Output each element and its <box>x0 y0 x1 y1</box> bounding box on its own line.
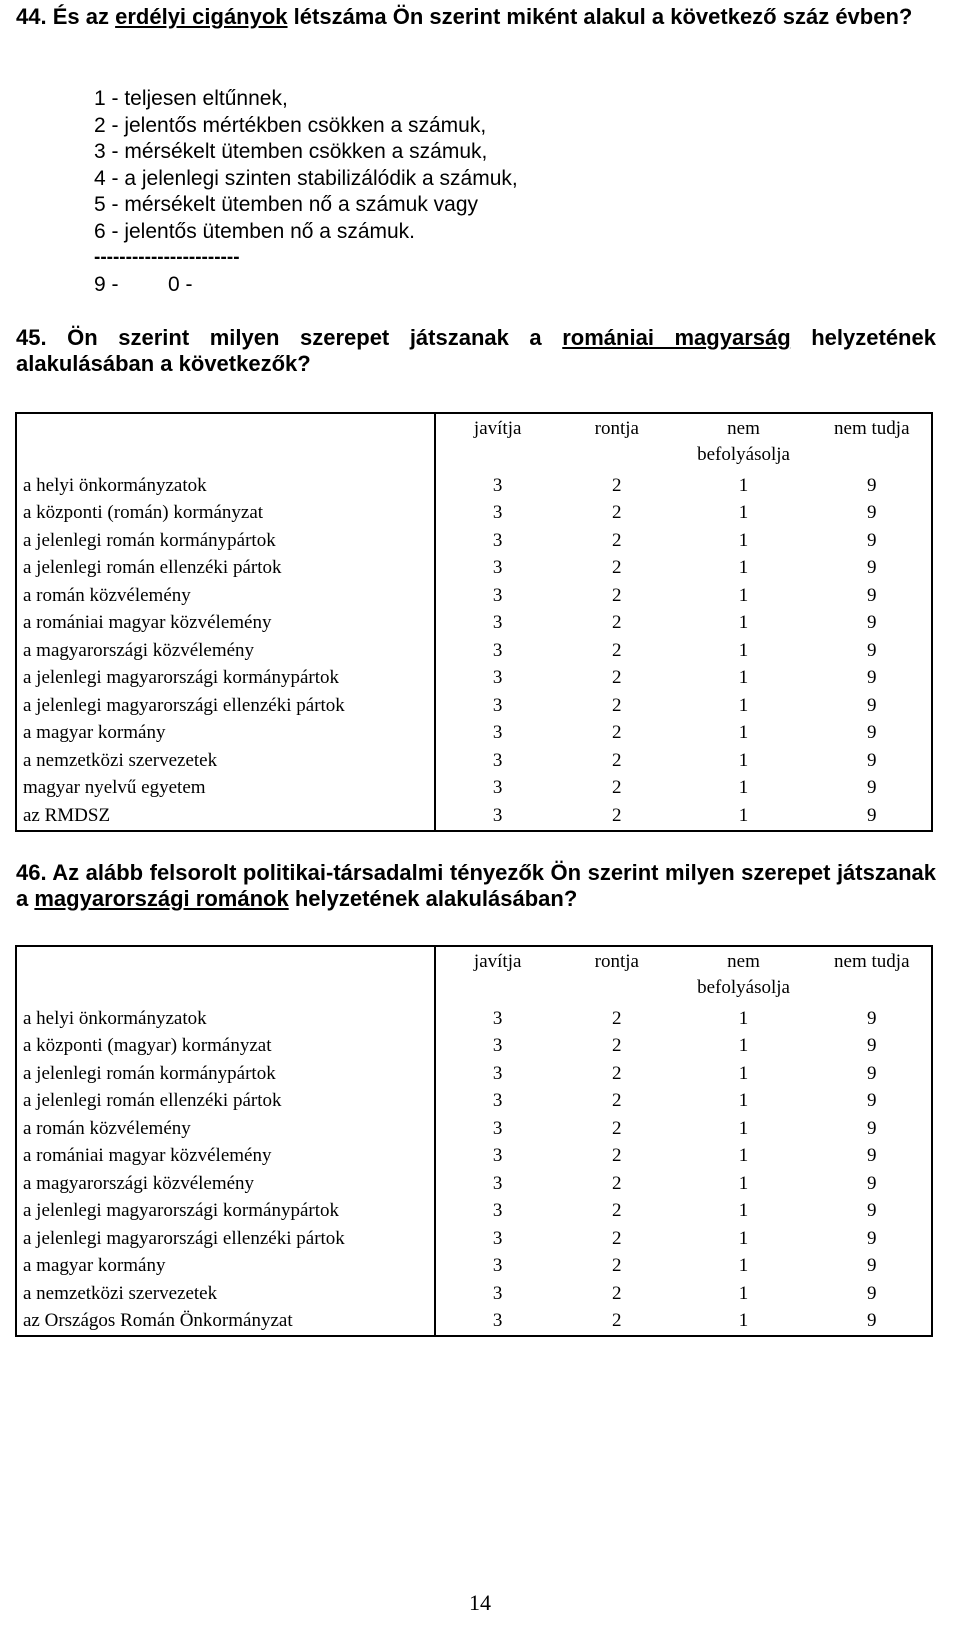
row-label: a jelenlegi magyarországi ellenzéki pártok <box>16 1225 435 1253</box>
value-improves[interactable]: 3 <box>492 1227 503 1249</box>
value-no-effect[interactable]: 1 <box>738 1007 749 1029</box>
table-row <box>16 802 932 831</box>
value-improves[interactable]: 3 <box>492 1007 503 1029</box>
value-dont-know[interactable]: 9 <box>867 1172 877 1194</box>
table-header-row <box>16 413 932 472</box>
table-row <box>16 720 932 748</box>
code-dont-know: 9 - <box>94 272 119 296</box>
question-subject: romániai magyarság <box>562 325 791 350</box>
value-no-effect[interactable]: 1 <box>738 749 749 771</box>
value-dont-know[interactable]: 9 <box>867 1255 877 1277</box>
table-row <box>16 665 932 693</box>
question-number: 45. <box>16 325 47 350</box>
value-no-effect[interactable]: 1 <box>738 777 749 799</box>
value-dont-know[interactable]: 9 <box>867 529 877 551</box>
table-row <box>16 637 932 665</box>
extra-codes <box>94 272 518 299</box>
value-improves[interactable]: 3 <box>492 722 503 744</box>
value-dont-know[interactable]: 9 <box>867 1117 877 1139</box>
value-worsens[interactable]: 2 <box>612 804 622 826</box>
value-worsens[interactable]: 2 <box>612 749 622 771</box>
value-improves[interactable]: 3 <box>492 639 503 661</box>
value-improves[interactable]: 3 <box>492 474 503 496</box>
value-dont-know[interactable]: 9 <box>867 1310 877 1332</box>
value-no-effect[interactable]: 1 <box>738 1310 749 1332</box>
value-improves[interactable]: 3 <box>492 1282 503 1304</box>
row-label: a magyarországi közvélemény <box>16 637 435 665</box>
question-text: helyzetének alakulásában? <box>294 886 578 911</box>
row-label: az Országos Román Önkormányzat <box>16 1308 435 1337</box>
question-subject: erdélyi cigányok <box>115 4 288 29</box>
header-worsens: rontja <box>594 951 639 972</box>
value-no-effect[interactable]: 1 <box>738 557 749 579</box>
row-label: a román közvélemény <box>16 1115 435 1143</box>
row-label: a román közvélemény <box>16 582 435 610</box>
row-label: a romániai magyar közvélemény <box>16 610 435 638</box>
row-label: a jelenlegi román kormánypártok <box>16 527 435 555</box>
value-no-effect[interactable]: 1 <box>738 1282 749 1304</box>
value-worsens[interactable]: 2 <box>612 667 622 689</box>
table-row <box>16 1005 932 1033</box>
value-no-effect[interactable]: 1 <box>738 584 749 606</box>
question-45-title <box>16 325 936 377</box>
value-dont-know[interactable]: 9 <box>867 1282 877 1304</box>
divider-line: ----------------------- <box>94 247 240 268</box>
table-row <box>16 1143 932 1171</box>
value-worsens[interactable]: 2 <box>612 1255 622 1277</box>
table-row <box>16 610 932 638</box>
question-number: 44. <box>16 4 47 29</box>
page-number: 14 <box>469 1590 491 1615</box>
value-improves[interactable]: 3 <box>492 804 503 826</box>
value-dont-know[interactable]: 9 <box>867 502 877 524</box>
row-label: a jelenlegi román ellenzéki pártok <box>16 555 435 583</box>
value-worsens[interactable]: 2 <box>612 529 622 551</box>
table-row <box>16 472 932 500</box>
value-improves[interactable]: 3 <box>492 1200 503 1222</box>
table-row <box>16 500 932 528</box>
table-row <box>16 582 932 610</box>
value-worsens[interactable]: 2 <box>612 1172 622 1194</box>
header-improves: javítja <box>473 951 522 972</box>
table-row <box>16 1253 932 1281</box>
value-improves[interactable]: 3 <box>492 502 503 524</box>
value-no-effect[interactable]: 1 <box>738 1062 749 1084</box>
value-dont-know[interactable]: 9 <box>867 612 877 634</box>
row-label: a helyi önkormányzatok <box>16 472 435 500</box>
row-label: a magyar kormány <box>16 1253 435 1281</box>
answer-option: 3 - mérsékelt ütemben csökken a számuk, <box>94 140 488 163</box>
header-empty <box>16 413 435 472</box>
value-dont-know[interactable]: 9 <box>867 584 877 606</box>
value-no-effect[interactable]: 1 <box>738 612 749 634</box>
header-worsens: rontja <box>594 418 639 439</box>
value-worsens[interactable]: 2 <box>612 722 622 744</box>
value-improves[interactable]: 3 <box>492 1117 503 1139</box>
header-dont-know: nem tudja <box>834 951 910 972</box>
table-row <box>16 1225 932 1253</box>
row-label: a helyi önkormányzatok <box>16 1005 435 1033</box>
question-subject: magyarországi románok <box>34 886 289 911</box>
table-row <box>16 527 932 555</box>
value-no-effect[interactable]: 1 <box>738 639 749 661</box>
value-improves[interactable]: 3 <box>492 557 503 579</box>
value-improves[interactable]: 3 <box>492 1062 503 1084</box>
value-worsens[interactable]: 2 <box>612 1035 622 1057</box>
value-no-effect[interactable]: 1 <box>738 694 749 716</box>
value-dont-know[interactable]: 9 <box>867 777 877 799</box>
value-worsens[interactable]: 2 <box>612 1310 622 1332</box>
question-44-title <box>16 4 936 30</box>
question-text: Ön szerint milyen szerepet játszanak a <box>67 325 542 350</box>
value-no-effect[interactable]: 1 <box>738 1227 749 1249</box>
question-text: létszáma Ön szerint miként alakul a következő száz évben? <box>293 4 913 29</box>
rating-table-45 <box>15 412 933 832</box>
row-label: a romániai magyar közvélemény <box>16 1143 435 1171</box>
value-worsens[interactable]: 2 <box>612 557 622 579</box>
value-worsens[interactable]: 2 <box>612 1062 622 1084</box>
value-dont-know[interactable]: 9 <box>867 1227 877 1249</box>
table-row <box>16 692 932 720</box>
header-improves: javítja <box>473 418 522 439</box>
value-no-effect[interactable]: 1 <box>738 1255 749 1277</box>
value-improves[interactable]: 3 <box>492 749 503 771</box>
row-label: a magyar kormány <box>16 720 435 748</box>
value-worsens[interactable]: 2 <box>612 639 622 661</box>
table-row <box>16 775 932 803</box>
header-dont-know: nem tudja <box>834 418 910 439</box>
value-improves[interactable]: 3 <box>492 1255 503 1277</box>
value-improves[interactable]: 3 <box>492 1145 503 1167</box>
table-row <box>16 1060 932 1088</box>
value-improves[interactable]: 3 <box>492 612 503 634</box>
header-no-effect: nem befolyásolja <box>697 418 790 465</box>
row-label: a jelenlegi román ellenzéki pártok <box>16 1088 435 1116</box>
value-worsens[interactable]: 2 <box>612 502 622 524</box>
value-worsens[interactable]: 2 <box>612 612 622 634</box>
value-dont-know[interactable]: 9 <box>867 1062 877 1084</box>
answer-option: 4 - a jelenlegi szinten stabilizálódik a számuk, <box>94 166 518 190</box>
answer-option: 1 - teljesen eltűnnek, <box>94 87 288 110</box>
row-label: a központi (magyar) kormányzat <box>16 1033 435 1061</box>
row-label: a nemzetközi szervezetek <box>16 747 435 775</box>
value-improves[interactable]: 3 <box>492 777 503 799</box>
value-worsens[interactable]: 2 <box>612 1145 622 1167</box>
answer-options <box>94 86 518 298</box>
value-no-effect[interactable]: 1 <box>738 667 749 689</box>
value-worsens[interactable]: 2 <box>612 474 622 496</box>
row-label: az RMDSZ <box>16 802 435 831</box>
table-row <box>16 1308 932 1337</box>
value-worsens[interactable]: 2 <box>612 1200 622 1222</box>
row-label: magyar nyelvű egyetem <box>16 775 435 803</box>
value-no-effect[interactable]: 1 <box>738 1090 749 1112</box>
value-worsens[interactable]: 2 <box>612 1282 622 1304</box>
row-label: a jelenlegi magyarországi ellenzéki pártok <box>16 692 435 720</box>
row-label: a jelenlegi román kormánypártok <box>16 1060 435 1088</box>
value-dont-know[interactable]: 9 <box>867 722 877 744</box>
value-worsens[interactable]: 2 <box>612 584 622 606</box>
table-row <box>16 1088 932 1116</box>
value-improves[interactable]: 3 <box>492 694 503 716</box>
value-no-effect[interactable]: 1 <box>738 502 749 524</box>
answer-option: 6 - jelentős ütemben nő a számuk. <box>94 219 416 243</box>
value-dont-know[interactable]: 9 <box>867 804 877 826</box>
value-worsens[interactable]: 2 <box>612 1007 622 1029</box>
value-dont-know[interactable]: 9 <box>867 1200 877 1222</box>
row-label: a jelenlegi magyarországi kormánypártok <box>16 665 435 693</box>
value-worsens[interactable]: 2 <box>612 1117 622 1139</box>
value-dont-know[interactable]: 9 <box>867 749 877 771</box>
table-row <box>16 555 932 583</box>
value-dont-know[interactable]: 9 <box>867 667 877 689</box>
question-text: helyzetének alakulásában a következők? <box>16 325 936 376</box>
code-no-answer: 0 - <box>168 272 193 296</box>
value-no-effect[interactable]: 1 <box>738 804 749 826</box>
value-worsens[interactable]: 2 <box>612 1227 622 1249</box>
table-header-row <box>16 946 932 1005</box>
value-no-effect[interactable]: 1 <box>738 1117 749 1139</box>
value-improves[interactable]: 3 <box>492 584 503 606</box>
value-no-effect[interactable]: 1 <box>738 474 749 496</box>
table-row <box>16 1033 932 1061</box>
table-row <box>16 1280 932 1308</box>
question-number: 46. <box>16 860 47 885</box>
row-label: a jelenlegi magyarországi kormánypártok <box>16 1198 435 1226</box>
value-dont-know[interactable]: 9 <box>867 1035 877 1057</box>
header-no-effect: nem befolyásolja <box>697 951 790 998</box>
value-improves[interactable]: 3 <box>492 1310 503 1332</box>
value-worsens[interactable]: 2 <box>612 777 622 799</box>
value-improves[interactable]: 3 <box>492 667 503 689</box>
value-dont-know[interactable]: 9 <box>867 639 877 661</box>
question-text: Az alább felsorolt politikai-társadalmi tényezők Ön szerint milyen szerepet játszanak a <box>16 860 936 911</box>
row-label: a magyarországi közvélemény <box>16 1170 435 1198</box>
table-row <box>16 747 932 775</box>
question-46-title <box>16 860 936 912</box>
value-no-effect[interactable]: 1 <box>738 1200 749 1222</box>
table-row <box>16 1170 932 1198</box>
value-improves[interactable]: 3 <box>492 1035 503 1057</box>
value-improves[interactable]: 3 <box>492 1172 503 1194</box>
value-no-effect[interactable]: 1 <box>738 529 749 551</box>
answer-option: 5 - mérsékelt ütemben nő a számuk vagy <box>94 193 479 216</box>
row-label: a nemzetközi szervezetek <box>16 1280 435 1308</box>
value-improves[interactable]: 3 <box>492 529 503 551</box>
row-label: a központi (román) kormányzat <box>16 500 435 528</box>
header-empty <box>16 946 435 1005</box>
table-row <box>16 1115 932 1143</box>
value-no-effect[interactable]: 1 <box>738 1145 749 1167</box>
rating-table-46 <box>15 945 933 1337</box>
question-text: És az <box>52 4 109 29</box>
value-dont-know[interactable]: 9 <box>867 694 877 716</box>
table-row <box>16 1198 932 1226</box>
value-dont-know[interactable]: 9 <box>867 1090 877 1112</box>
value-no-effect[interactable]: 1 <box>738 722 749 744</box>
value-no-effect[interactable]: 1 <box>738 1035 749 1057</box>
value-dont-know[interactable]: 9 <box>867 1145 877 1167</box>
value-worsens[interactable]: 2 <box>612 694 622 716</box>
answer-option: 2 - jelentős mértékben csökken a számuk, <box>94 113 487 137</box>
value-worsens[interactable]: 2 <box>612 1090 622 1112</box>
value-dont-know[interactable]: 9 <box>867 1007 877 1029</box>
value-improves[interactable]: 3 <box>492 1090 503 1112</box>
value-dont-know[interactable]: 9 <box>867 557 877 579</box>
value-dont-know[interactable]: 9 <box>867 474 877 496</box>
value-no-effect[interactable]: 1 <box>738 1172 749 1194</box>
